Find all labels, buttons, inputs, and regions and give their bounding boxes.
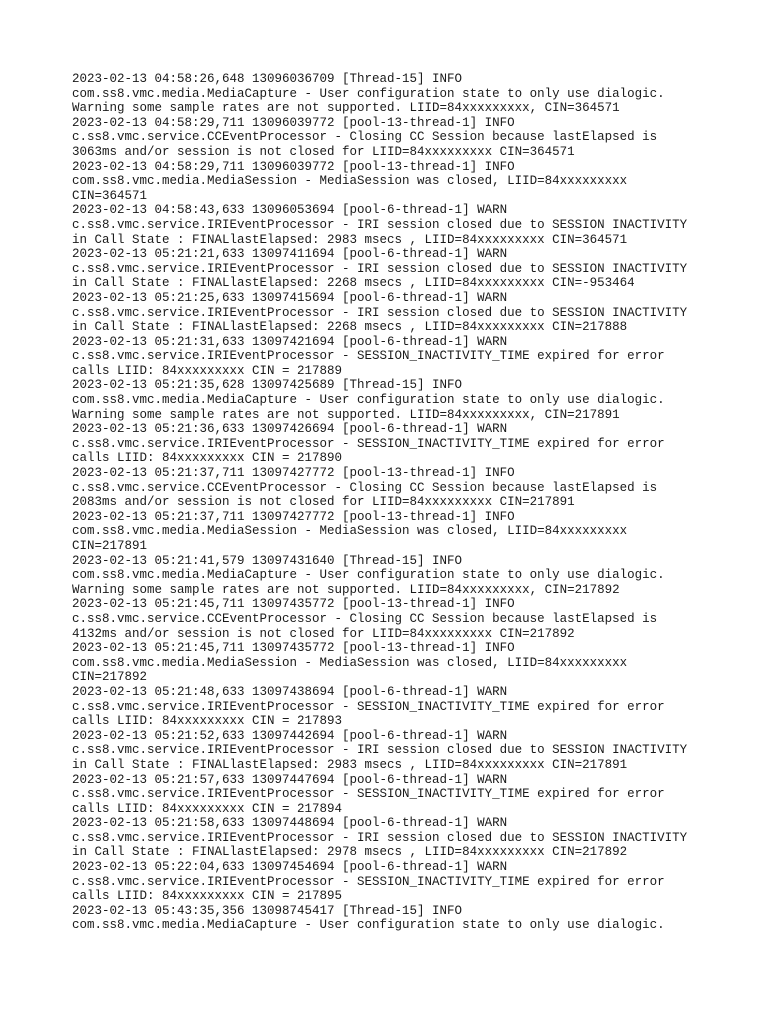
log-line: 2023-02-13 04:58:29,711 13096039772 [pool-13-thread-1] INFO <box>72 115 515 130</box>
log-line: c.ss8.vmc.service.IRIEventProcessor - SESSION_INACTIVITY_TIME expired for error <box>72 436 665 451</box>
log-line: Warning some sample rates are not supported. LIID=84xxxxxxxxx, CIN=217892 <box>72 582 620 597</box>
log-line: com.ss8.vmc.media.MediaSession - MediaSession was closed, LIID=84xxxxxxxxx <box>72 174 628 189</box>
log-line: 2023-02-13 05:21:37,711 13097427772 [pool-13-thread-1] INFO <box>72 509 515 524</box>
log-line: 2083ms and/or session is not closed for LIID=84xxxxxxxxx CIN=217891 <box>72 495 575 510</box>
log-line: c.ss8.vmc.service.IRIEventProcessor - IRI session closed due to SESSION INACTIVITY <box>72 743 688 758</box>
log-line: com.ss8.vmc.media.MediaCapture - User configuration state to only use dialogic. <box>72 568 665 583</box>
log-line: CIN=217891 <box>72 539 148 553</box>
log-line: 2023-02-13 04:58:29,711 13096039772 [pool-13-thread-1] INFO <box>72 159 515 174</box>
log-line: c.ss8.vmc.service.CCEventProcessor - Closing CC Session because lastElapsed is <box>72 611 658 626</box>
log-line: 2023-02-13 05:21:25,633 13097415694 [pool-6-thread-1] WARN <box>72 290 508 305</box>
log-line: c.ss8.vmc.service.IRIEventProcessor - SESSION_INACTIVITY_TIME expired for error <box>72 787 665 802</box>
log-line: com.ss8.vmc.media.MediaCapture - User configuration state to only use dialogic. <box>72 393 665 408</box>
log-line: 2023-02-13 05:21:52,633 13097442694 [pool-6-thread-1] WARN <box>72 728 508 743</box>
log-line: c.ss8.vmc.service.CCEventProcessor - Closing CC Session because lastElapsed is <box>72 480 658 495</box>
log-line: in Call State : FINALlastElapsed: 2268 msecs , LIID=84xxxxxxxxx CIN=-953464 <box>72 276 635 291</box>
log-line: 2023-02-13 05:21:48,633 13097438694 [pool-6-thread-1] WARN <box>72 684 508 699</box>
log-line: 3063ms and/or session is not closed for LIID=84xxxxxxxxx CIN=364571 <box>72 144 575 159</box>
log-line: Warning some sample rates are not supported. LIID=84xxxxxxxxx, CIN=364571 <box>72 101 620 116</box>
log-line: calls LIID: 84xxxxxxxxx CIN = 217893 <box>72 714 343 729</box>
log-line: 4132ms and/or session is not closed for LIID=84xxxxxxxxx CIN=217892 <box>72 626 575 641</box>
log-line: 2023-02-13 05:43:35,356 13098745417 [Thread-15] INFO <box>72 903 463 918</box>
log-line: CIN=364571 <box>72 188 148 203</box>
log-line: 2023-02-13 05:21:21,633 13097411694 [pool-6-thread-1] WARN <box>72 247 508 262</box>
log-line: c.ss8.vmc.service.CCEventProcessor - Closing CC Session because lastElapsed is <box>72 130 658 145</box>
log-line: c.ss8.vmc.service.IRIEventProcessor - SESSION_INACTIVITY_TIME expired for error <box>72 699 665 714</box>
log-line: in Call State : FINALlastElapsed: 2983 msecs , LIID=84xxxxxxxxx CIN=364571 <box>72 232 628 247</box>
log-line: 2023-02-13 05:21:41,579 13097431640 [Thread-15] INFO <box>72 553 463 568</box>
log-line: in Call State : FINALlastElapsed: 2983 msecs , LIID=84xxxxxxxxx CIN=217891 <box>72 757 628 772</box>
log-line: c.ss8.vmc.service.IRIEventProcessor - IRI session closed due to SESSION INACTIVITY <box>72 261 688 276</box>
log-text-block <box>72 72 712 933</box>
log-line: in Call State : FINALlastElapsed: 2978 msecs , LIID=84xxxxxxxxx CIN=217892 <box>72 845 628 860</box>
log-line: 2023-02-13 05:21:31,633 13097421694 [pool-6-thread-1] WARN <box>72 334 508 349</box>
log-line: 2023-02-13 05:21:57,633 13097447694 [pool-6-thread-1] WARN <box>72 772 508 787</box>
log-line: com.ss8.vmc.media.MediaCapture - User configuration state to only use dialogic. <box>72 86 665 101</box>
log-line: 2023-02-13 05:21:36,633 13097426694 [pool-6-thread-1] WARN <box>72 422 508 437</box>
log-line: calls LIID: 84xxxxxxxxx CIN = 217895 <box>72 889 343 904</box>
log-line: com.ss8.vmc.media.MediaSession - MediaSession was closed, LIID=84xxxxxxxxx <box>72 655 628 670</box>
log-line: 2023-02-13 05:21:58,633 13097448694 [pool-6-thread-1] WARN <box>72 816 508 831</box>
log-line: 2023-02-13 05:21:35,628 13097425689 [Thread-15] INFO <box>72 378 463 393</box>
log-line: calls LIID: 84xxxxxxxxx CIN = 217889 <box>72 363 343 378</box>
log-line: 2023-02-13 04:58:26,648 13096036709 [Thread-15] INFO <box>72 72 463 86</box>
log-line: CIN=217892 <box>72 670 148 685</box>
log-line: calls LIID: 84xxxxxxxxx CIN = 217894 <box>72 801 343 816</box>
log-line: com.ss8.vmc.media.MediaSession - MediaSession was closed, LIID=84xxxxxxxxx <box>72 524 628 539</box>
log-line: c.ss8.vmc.service.IRIEventProcessor - IRI session closed due to SESSION INACTIVITY <box>72 305 688 320</box>
log-line: com.ss8.vmc.media.MediaCapture - User configuration state to only use dialogic. <box>72 918 665 933</box>
log-line: c.ss8.vmc.service.IRIEventProcessor - SESSION_INACTIVITY_TIME expired for error <box>72 874 665 889</box>
log-line: 2023-02-13 04:58:43,633 13096053694 [pool-6-thread-1] WARN <box>72 203 508 218</box>
log-line: 2023-02-13 05:21:45,711 13097435772 [pool-13-thread-1] INFO <box>72 597 515 612</box>
log-line: Warning some sample rates are not supported. LIID=84xxxxxxxxx, CIN=217891 <box>72 407 620 422</box>
log-line: 2023-02-13 05:21:45,711 13097435772 [pool-13-thread-1] INFO <box>72 641 515 656</box>
log-line: 2023-02-13 05:22:04,633 13097454694 [pool-6-thread-1] WARN <box>72 860 508 875</box>
log-line: c.ss8.vmc.service.IRIEventProcessor - IRI session closed due to SESSION INACTIVITY <box>72 830 688 845</box>
log-line: c.ss8.vmc.service.IRIEventProcessor - SESSION_INACTIVITY_TIME expired for error <box>72 349 665 364</box>
log-line: calls LIID: 84xxxxxxxxx CIN = 217890 <box>72 451 343 466</box>
log-line: in Call State : FINALlastElapsed: 2268 msecs , LIID=84xxxxxxxxx CIN=217888 <box>72 320 628 335</box>
log-line: c.ss8.vmc.service.IRIEventProcessor - IRI session closed due to SESSION INACTIVITY <box>72 217 688 232</box>
log-line: 2023-02-13 05:21:37,711 13097427772 [pool-13-thread-1] INFO <box>72 466 515 481</box>
